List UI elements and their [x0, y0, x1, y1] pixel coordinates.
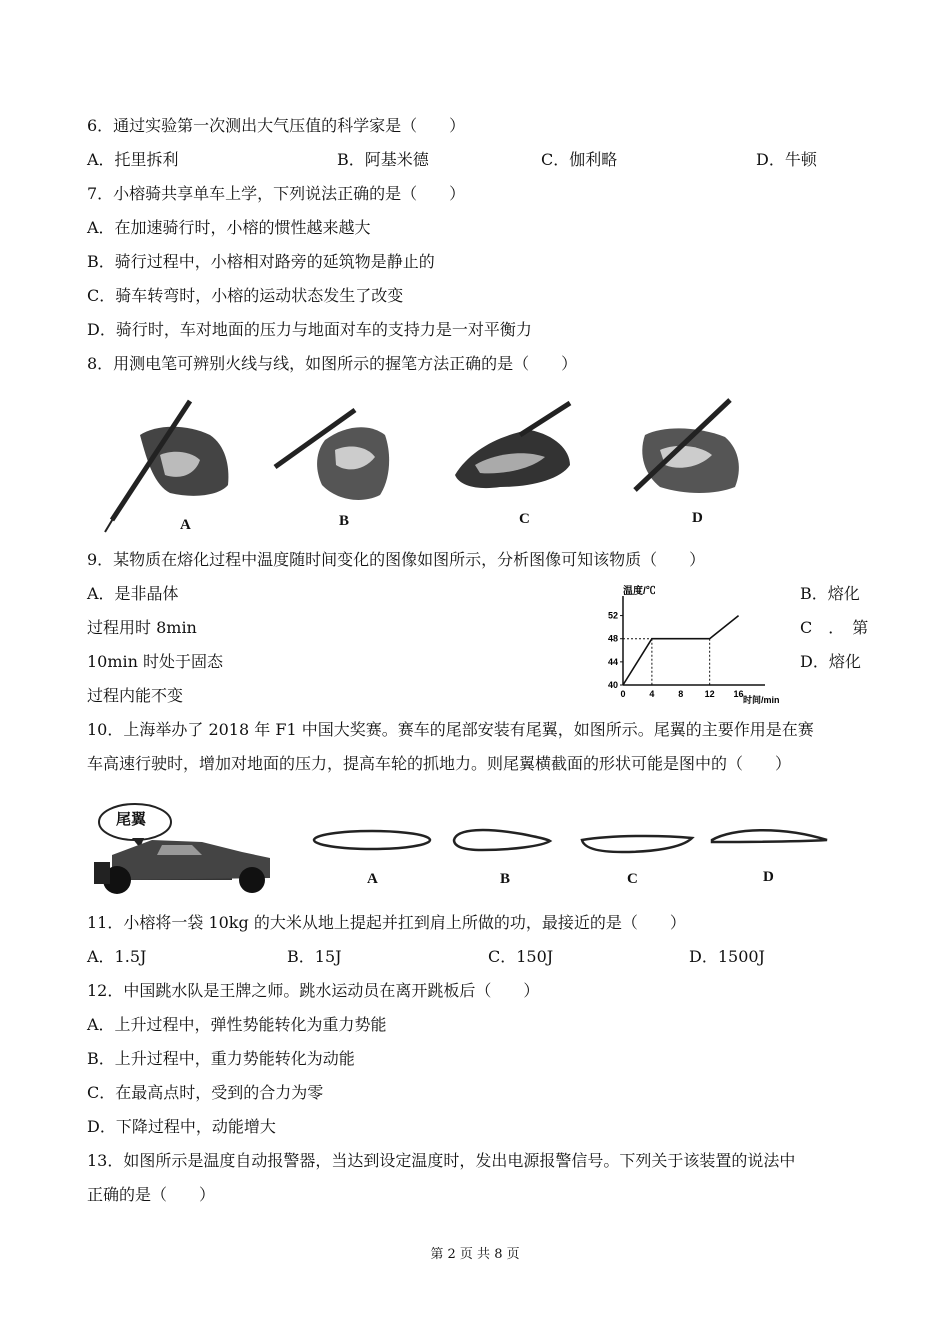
q12-option-d: D．下降过程中，动能增大: [87, 1117, 276, 1136]
q13-stem-line2: 正确的是（ ）: [87, 1185, 216, 1204]
q10-label-a: A: [367, 871, 378, 887]
q9-option-b-cont: 过程用时 8min: [87, 618, 197, 637]
q9-stem: 9．某物质在熔化过程中温度随时间变化的图像如图所示，分析图像可知该物质（ ）: [87, 550, 706, 569]
chart-xtick-label: 8: [678, 689, 684, 699]
q12-option-c: C．在最高点时，受到的合力为零: [87, 1083, 324, 1102]
q11-option-d: D．1500J: [689, 947, 765, 966]
q7-option-b: B．骑行过程中，小榕相对路旁的延筑物是静止的: [87, 252, 435, 271]
q8-stem: 8．用测电笔可辨别火线与线，如图所示的握笔方法正确的是（ ）: [87, 354, 578, 373]
chart-ytick-label: 40: [607, 680, 618, 690]
chart-xtick-label: 16: [733, 689, 744, 699]
q6-stem: 6．通过实验第一次测出大气压值的科学家是（ ）: [87, 116, 466, 135]
q10-label-b: B: [500, 871, 511, 887]
q6-option-b: B．阿基米德: [337, 150, 429, 169]
chart-xtick-label: 4: [649, 689, 655, 699]
wing-shape-b-figure: [454, 830, 550, 850]
chart-ytick-label: 44: [607, 656, 618, 667]
q13-stem-line1: 13．如图所示是温度自动报警器，当达到设定温度时，发出电源报警信号。下列关于该装置的说法中: [87, 1151, 796, 1170]
q8-label-c: C: [519, 511, 530, 527]
wing-shape-d-figure: [712, 830, 827, 842]
hand-pen-a-figure: [105, 401, 228, 532]
q9-option-a: A．是非晶体: [87, 584, 179, 603]
q12-option-a: A．上升过程中，弹性势能转化为重力势能: [87, 1015, 387, 1034]
q6-option-d: D．牛顿: [756, 150, 817, 169]
page-footer: 第 2 页 共 8 页: [430, 1247, 520, 1262]
hand-pen-b-figure: [275, 410, 389, 500]
chart-ylabel: 温度/℃: [623, 586, 656, 597]
hand-pen-c-figure: [455, 403, 570, 488]
q11-option-a: A．1.5J: [87, 947, 147, 966]
q7-option-d: D．骑行时，车对地面的压力与地面对车的支持力是一对平衡力: [87, 320, 532, 339]
q9-option-b: B．熔化: [800, 584, 860, 603]
q10-wing-figures: [92, 800, 852, 900]
q9-option-d-cont: 过程内能不变: [87, 686, 184, 705]
q7-stem: 7．小榕骑共享单车上学，下列说法正确的是（ ）: [87, 184, 466, 203]
melting-chart-svg: [595, 580, 795, 710]
q6-option-c: C．伽利略: [541, 150, 618, 169]
q10-figure-svg: [92, 800, 852, 900]
chart-series-line: [623, 616, 739, 685]
chart-xtick-label: 0: [620, 689, 626, 699]
wing-shape-a-figure: [314, 831, 430, 849]
q8-label-b: B: [339, 513, 350, 529]
q7-option-a: A．在加速骑行时，小榕的惯性越来越大: [87, 218, 371, 237]
hand-pen-d-figure: [635, 400, 739, 493]
q8-hand-figures: [100, 395, 760, 535]
q12-stem: 12．中国跳水队是王牌之师。跳水运动员在离开跳板后（ ）: [87, 981, 540, 1000]
chart-xtick-label: 12: [704, 689, 715, 699]
q11-option-b: B．15J: [287, 947, 342, 966]
melting-chart: [595, 580, 795, 710]
chart-ytick-label: 52: [607, 610, 618, 621]
q10-stem-line1: 10．上海举办了 2018 年 F1 中国大奖赛。赛车的尾部安装有尾翼，如图所示。尾翼的主要作用是在赛: [87, 720, 814, 739]
q9-option-c: C ． 第: [800, 618, 869, 637]
chart-ytick-label: 48: [607, 633, 618, 644]
q7-option-c: C．骑车转弯时，小榕的运动状态发生了改变: [87, 286, 404, 305]
q8-label-d: D: [692, 510, 703, 526]
q10-label-c: C: [627, 871, 638, 887]
q9-option-d: D．熔化: [800, 652, 861, 671]
q11-option-c: C．150J: [488, 947, 554, 966]
q12-option-b: B．上升过程中，重力势能转化为动能: [87, 1049, 355, 1068]
wing-callout-label: 尾翼: [116, 810, 147, 828]
q9-option-c-cont: 10min 时处于固态: [87, 652, 224, 671]
q11-stem: 11．小榕将一袋 10kg 的大米从地上提起并扛到肩上所做的功，最接近的是（ ）: [87, 913, 686, 932]
q10-stem-line2: 车高速行驶时，增加对地面的压力，提高车轮的抓地力。则尾翼横截面的形状可能是图中的（ ）: [87, 754, 792, 773]
q8-label-a: A: [180, 517, 191, 533]
q8-figure-svg: [100, 395, 760, 535]
wing-shape-c-figure: [582, 836, 692, 852]
q10-label-d: D: [763, 869, 774, 885]
chart-xlabel: 时间/min: [743, 695, 780, 705]
q6-option-a: A．托里拆利: [87, 150, 179, 169]
